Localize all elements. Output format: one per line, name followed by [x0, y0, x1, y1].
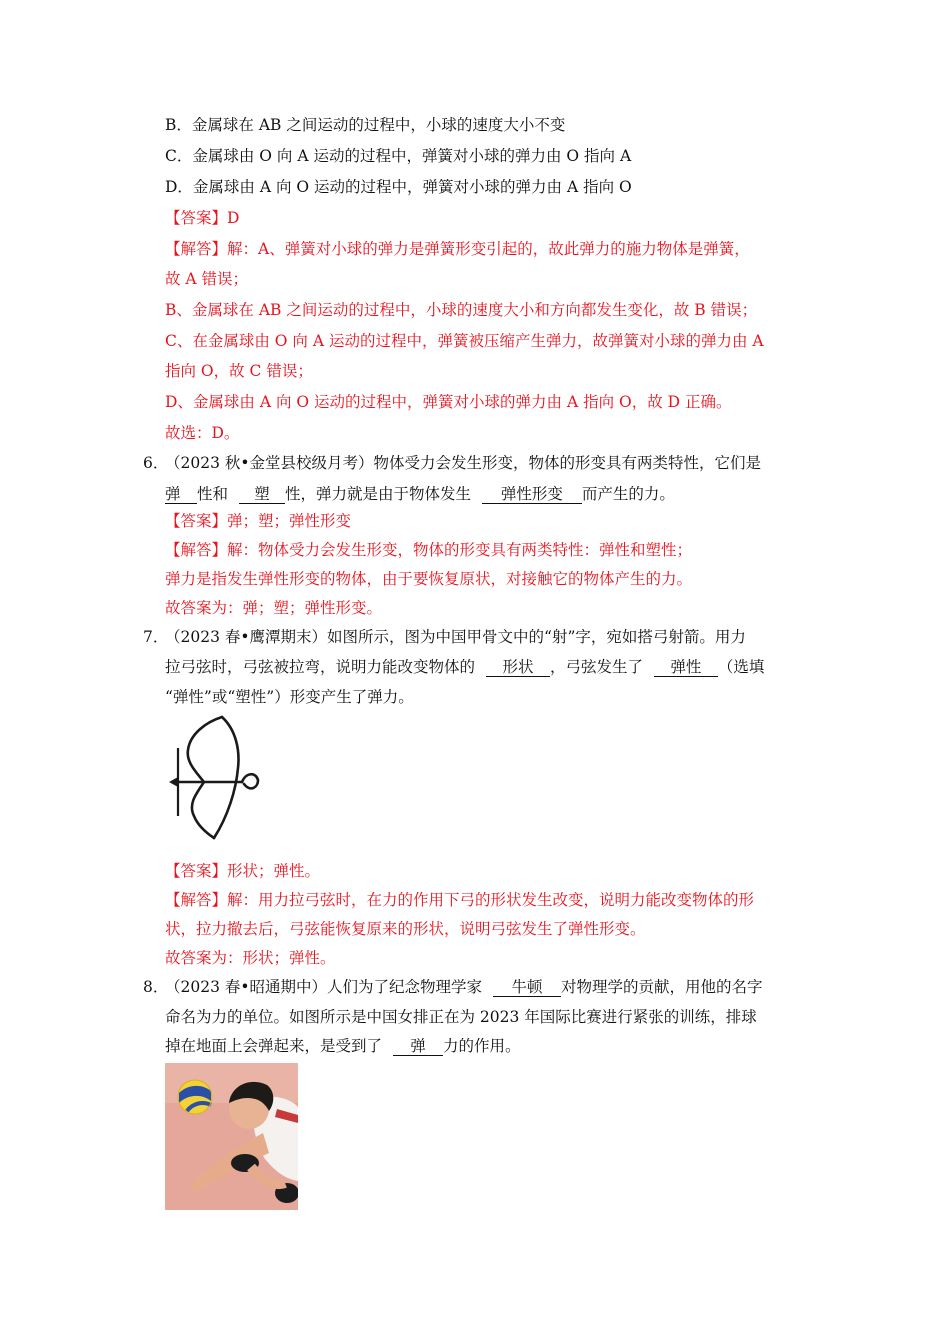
q7-text: 拉弓弦时，弓弦被拉弯，说明力能改变物体的: [165, 658, 476, 676]
q8-text: 对物理学的贡献，用他的名字: [560, 978, 763, 996]
q7-analysis-line: 【解答】解：用力拉弓弦时，在力的作用下弓的形状发生改变，说明力能改变物体的形: [165, 891, 755, 909]
bow-arrow-figure: [166, 712, 266, 844]
q8-blank-2: 弹: [393, 1037, 443, 1056]
q6-stem-line: [165, 483, 675, 505]
q6-final: 故答案为：弹；塑；弹性形变。: [165, 599, 383, 617]
volleyball: [178, 1080, 212, 1114]
option-d: D．金属球由 A 向 O 运动的过程中，弹簧对小球的弹力由 A 指向 O: [165, 178, 632, 196]
bow-back: [214, 717, 238, 838]
q5-choice: 故选：D。: [165, 424, 240, 442]
q7-stem-line: （2023 春•鹰潭期末）如图所示，图为中国甲骨文中的“射”字，宛如搭弓射箭。用力: [165, 628, 746, 646]
q8-blank-1: 牛顿: [493, 978, 561, 997]
q6-blank-3: 弹性形变: [482, 485, 582, 504]
q6-blank-2: 塑: [239, 485, 285, 504]
arrow-head: [169, 777, 178, 787]
q7-blank-2: 弹性: [654, 658, 718, 677]
q8-text: 力的作用。: [442, 1037, 521, 1055]
q5-analysis-line: 指向 O，故 C 错误；: [165, 362, 313, 380]
q8-stem-line: [165, 1035, 520, 1057]
q5-analysis-line: B、金属球在 AB 之间运动的过程中，小球的速度大小和方向都发生变化，故 B 错误；: [165, 301, 758, 319]
option-c: C．金属球由 O 向 A 运动的过程中，弹簧对小球的弹力由 O 指向 A: [165, 147, 632, 165]
bow-limb: [188, 717, 222, 838]
q7-final: 故答案为：形状；弹性。: [165, 949, 336, 967]
q7-blank-1: 形状: [486, 658, 550, 677]
volleyball-photo: [165, 1063, 298, 1210]
q7-answer: 【答案】形状；弹性。: [165, 862, 321, 880]
q7-text: （选填: [717, 658, 765, 676]
q5-analysis-line: 【解答】解：A、弹簧对小球的弹力是弹簧形变引起的，故此弹力的施力物体是弹簧，: [165, 240, 750, 258]
q7-stem-line: [165, 656, 764, 678]
q6-number: 6．: [143, 454, 169, 472]
option-b: B．金属球在 AB 之间运动的过程中，小球的速度大小不变: [165, 116, 566, 134]
q8-stem-line: [165, 976, 762, 998]
q6-text: 性，弹力就是由于物体发生: [284, 485, 471, 503]
q5-answer: 【答案】D: [165, 209, 240, 227]
q6-blank-1: 弹: [165, 485, 197, 504]
q7-text: ，弓弦发生了: [549, 658, 643, 676]
q6-analysis-line: 【解答】解：物体受力会发生形变，物体的形变具有两类特性：弹性和塑性；: [165, 541, 693, 559]
q8-text: 掉在地面上会弹起来，是受到了: [165, 1037, 383, 1055]
q5-analysis-line: 故 A 错误；: [165, 270, 249, 288]
arrow-nock: [242, 774, 258, 788]
q7-analysis-line: 状，拉力撤去后，弓弦能恢复原来的形状，说明弓弦发生了弹性形变。: [165, 920, 646, 938]
q8-number: 8．: [143, 978, 169, 996]
q5-analysis-line: D、金属球由 A 向 O 运动的过程中，弹簧对小球的弹力由 A 指向 O，故 D 正确。: [165, 393, 732, 411]
q6-stem-line: （2023 秋•金堂县校级月考）物体受力会发生形变，物体的形变具有两类特性，它们是: [165, 454, 762, 472]
q6-analysis-line: 弹力是指发生弹性形变的物体，由于要恢复原状，对接触它的物体产生的力。: [165, 570, 693, 588]
q5-analysis-line: C、在金属球由 O 向 A 运动的过程中，弹簧被压缩产生弹力，故弹簧对小球的弹力由 A: [165, 332, 764, 350]
q6-text: 而产生的力。: [581, 485, 675, 503]
q6-text: 性和: [197, 485, 229, 503]
q8-stem-line: 命名为力的单位。如图所示是中国女排正在为 2023 年国际比赛进行紧张的训练，排球: [165, 1008, 757, 1026]
q6-answer: 【答案】弹；塑；弹性形变: [165, 512, 352, 530]
q8-text: （2023 春•昭通期中）人们为了纪念物理学家: [165, 978, 483, 996]
q7-number: 7．: [143, 628, 169, 646]
q7-stem-line: “弹性”或“塑性”）形变产生了弹力。: [165, 688, 414, 706]
